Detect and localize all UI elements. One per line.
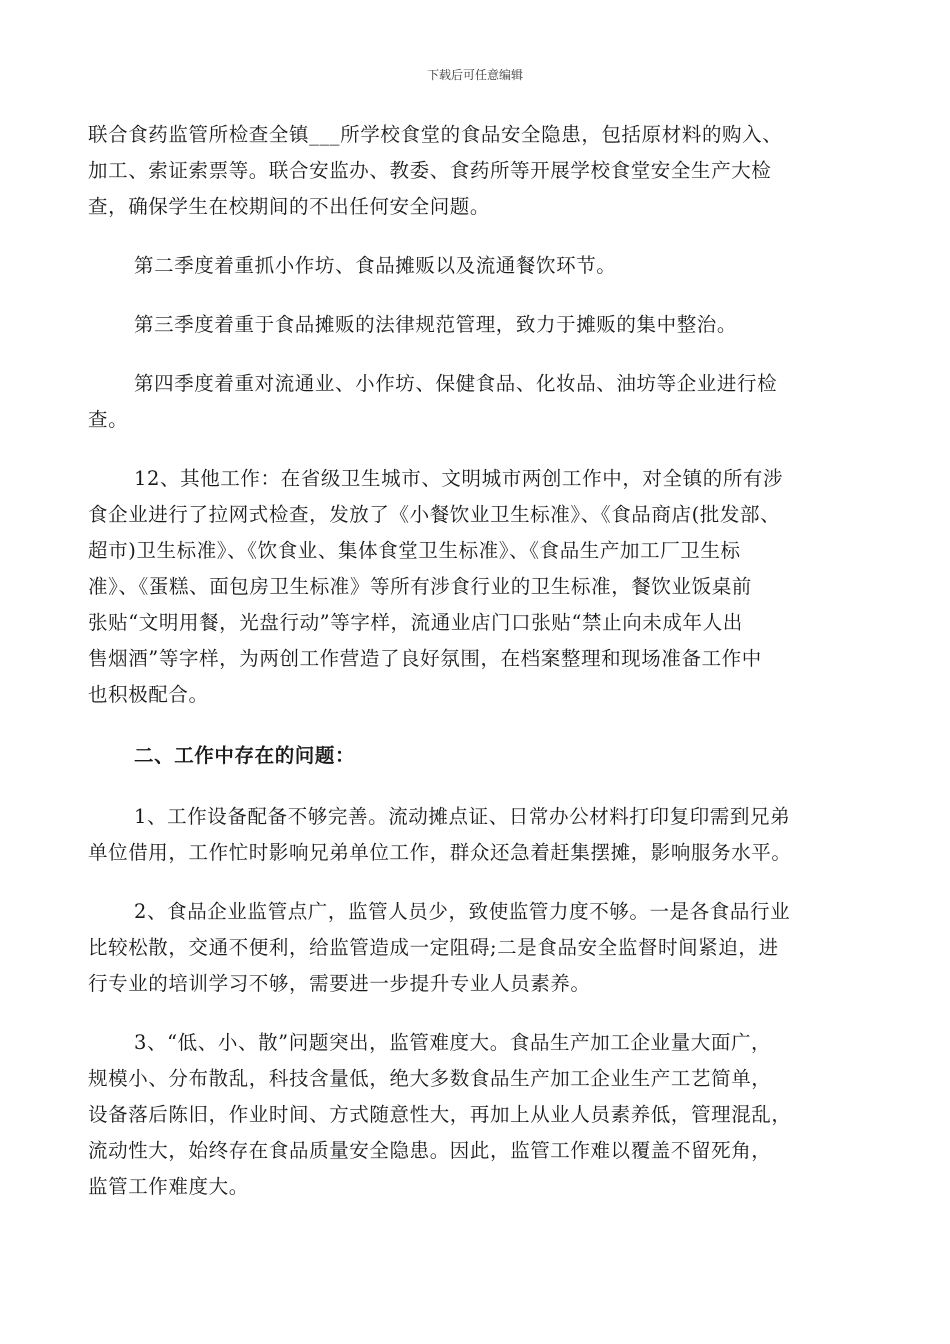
text-line: 12、其他工作：在省级卫生城市、文明城市两创工作中，对全镇的所有涉 [134,467,784,490]
text-line: 第四季度着重对流通业、小作坊、保健食品、化妆品、油坊等企业进行检 [134,372,778,395]
paragraph [88,307,863,343]
document-body [88,117,863,1205]
text-line: 设备落后陈旧，作业时间、方式随意性大，再加上从业人员素养低，管理混乱， [88,1103,792,1126]
paragraph [88,366,863,438]
text-line: 加工、索证索票等。联合安监办、教委、食药所等开展学校食堂安全生产大检 [88,159,772,182]
text-line: 第三季度着重于食品摊贩的法律规范管理，致力于摊贩的集中整治。 [134,313,738,336]
text-line: 规模小、分布散乱，科技含量低，绝大多数食品生产加工企业生产工艺简单， [88,1067,772,1090]
paragraph [88,1025,863,1205]
text-line: 查。 [88,408,129,431]
text-line: 第二季度着重抓小作坊、食品摊贩以及流通餐饮环节。 [134,254,617,277]
text-line: 准》、《蛋糕、面包房卫生标准》等所有涉食行业的卫生标准，餐饮业饭桌前 [88,575,752,598]
section-heading-text: 二、工作中存在的问题： [134,744,356,767]
text-line: 3、“低、小、散”问题突出，监管难度大。食品生产加工企业量大面广， [134,1031,772,1054]
paragraph [88,248,863,284]
text-line: 联合食药监管所检查全镇___所学校食堂的食品安全隐患，包括原材料的购入、 [88,123,783,146]
text-line: 售烟酒”等字样，为两创工作营造了良好氛围，在档案整理和现场准备工作中 [88,647,762,670]
text-line: 1、工作设备配备不够完善。流动摊点证、日常办公材料打印复印需到兄弟 [134,805,791,828]
text-line: 流动性大，始终存在食品质量安全隐患。因此，监管工作难以覆盖不留死角， [88,1139,772,1162]
text-line: 也积极配合。 [88,683,209,706]
text-line: 张贴“文明用餐，光盘行动”等字样，流通业店门口张贴“禁止向未成年人出 [88,611,743,634]
text-line: 食企业进行了拉网式检查，发放了《小餐饮业卫生标准》、《食品商店(批发部、 [88,503,781,526]
text-line: 监管工作难度大。 [88,1175,249,1198]
paragraph [88,894,863,1002]
text-line: 行专业的培训学习不够，需要进一步提升专业人员素养。 [88,972,591,995]
text-line: 单位借用，工作忙时影响兄弟单位工作，群众还急着赶集摆摊，影响服务水平。 [88,841,792,864]
text-line: 比较松散，交通不便利，给监管造成一定阻碍;二是食品安全监督时间紧迫，进 [88,936,779,959]
text-line: 查，确保学生在校期间的不出任何安全问题。 [88,195,491,218]
paragraph [88,799,863,871]
page-header-note: 下载后可任意编辑 [426,68,523,82]
text-line: 2、食品企业监管点广，监管人员少，致使监管力度不够。一是各食品行业 [134,900,791,923]
text-line: 超市)卫生标准》、《饮食业、集体食堂卫生标准》、《食品生产加工厂卫生标 [88,539,741,562]
section-heading [88,738,863,774]
paragraph [88,461,863,713]
paragraph [88,117,863,225]
